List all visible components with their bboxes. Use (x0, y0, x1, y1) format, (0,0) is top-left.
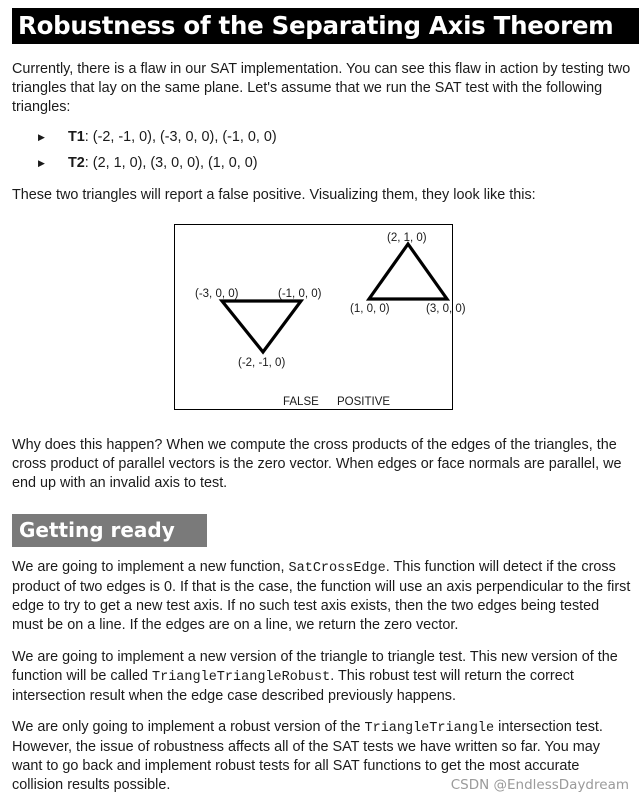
paragraph-robust-test (12, 648, 634, 706)
triangle-t1 (222, 301, 301, 352)
triangle-key: T1 (68, 129, 85, 145)
triangle-figure (174, 224, 466, 410)
bullet-arrow-icon: ▶ (38, 158, 45, 168)
why-paragraph: Why does this happen? When we compute the cross products of the edges of the triangles, the cross product of parallel vectors is the zero vector. When edges or face normals are parallel, we end up with an invalid axis to test. (12, 437, 622, 491)
label-t2-left: (1, 0, 0) (350, 303, 390, 315)
label-t2-right: (3, 0, 0) (426, 303, 466, 315)
code-span: TriangleTriangle (364, 721, 495, 736)
text-run: We are going to implement a new function, (12, 559, 289, 575)
paragraph-satcrossedge (12, 558, 634, 635)
label-t1-right: (-1, 0, 0) (278, 288, 322, 300)
watermark: CSDN @EndlessDaydream (450, 777, 629, 793)
caption-false: FALSE (283, 396, 319, 408)
code-span: TriangleTriangleRobust (152, 670, 331, 685)
code-span: SatCrossEdge (288, 561, 386, 576)
text-run: We are going to implement a new version of the triangle to triangle test. This new version of the function will be called (12, 649, 618, 684)
triangle-key: T2 (68, 155, 85, 171)
text-run: . This robust test will return the correct intersection result when the edge case described previously happens. (12, 668, 574, 704)
label-t1-left: (-3, 0, 0) (195, 288, 239, 300)
label-t1-bottom: (-2, -1, 0) (238, 357, 286, 369)
list-item (38, 128, 277, 154)
triangle-t2 (369, 244, 447, 299)
list-item (38, 154, 277, 180)
text-run: . This function will detect if the cross product of two edges is 0. If that is the case, the function will use an axis perpendicular to the first edge to try to get a new test axis. If no such test axis exists, then the two edges being tested must be on a line. If the edges are on a line, we return the zero vector. (12, 559, 631, 633)
triangle-vertices: : (-2, -1, 0), (-3, 0, 0), (-1, 0, 0) (84, 129, 277, 145)
triangle-vertices: : (2, 1, 0), (3, 0, 0), (1, 0, 0) (84, 155, 258, 171)
page-title: Robustness of the Separating Axis Theorem (12, 8, 639, 44)
intro-paragraph: Currently, there is a flaw in our SAT implementation. You can see this flaw in action by testing two triangles that lay on the same plane. Let's assume that we run the SAT test with the following triangles: (12, 61, 631, 115)
text-run: intersection test. However, the issue of robustness affects all of the SAT tests we have written so far. You may want to go back and implement robust tests for all SAT functions to get the most accurate collision results possible. (12, 719, 603, 793)
triangle-diagram (175, 225, 466, 411)
triangle-list (38, 128, 277, 180)
caption-positive: POSITIVE (337, 396, 391, 408)
label-t2-top: (2, 1, 0) (387, 232, 427, 244)
section-heading: Getting ready (12, 514, 207, 547)
text-run: We are only going to implement a robust version of the (12, 719, 365, 735)
bullet-arrow-icon: ▶ (38, 132, 45, 142)
false-positive-paragraph: These two triangles will report a false positive. Visualizing them, they look like this: (12, 187, 536, 203)
